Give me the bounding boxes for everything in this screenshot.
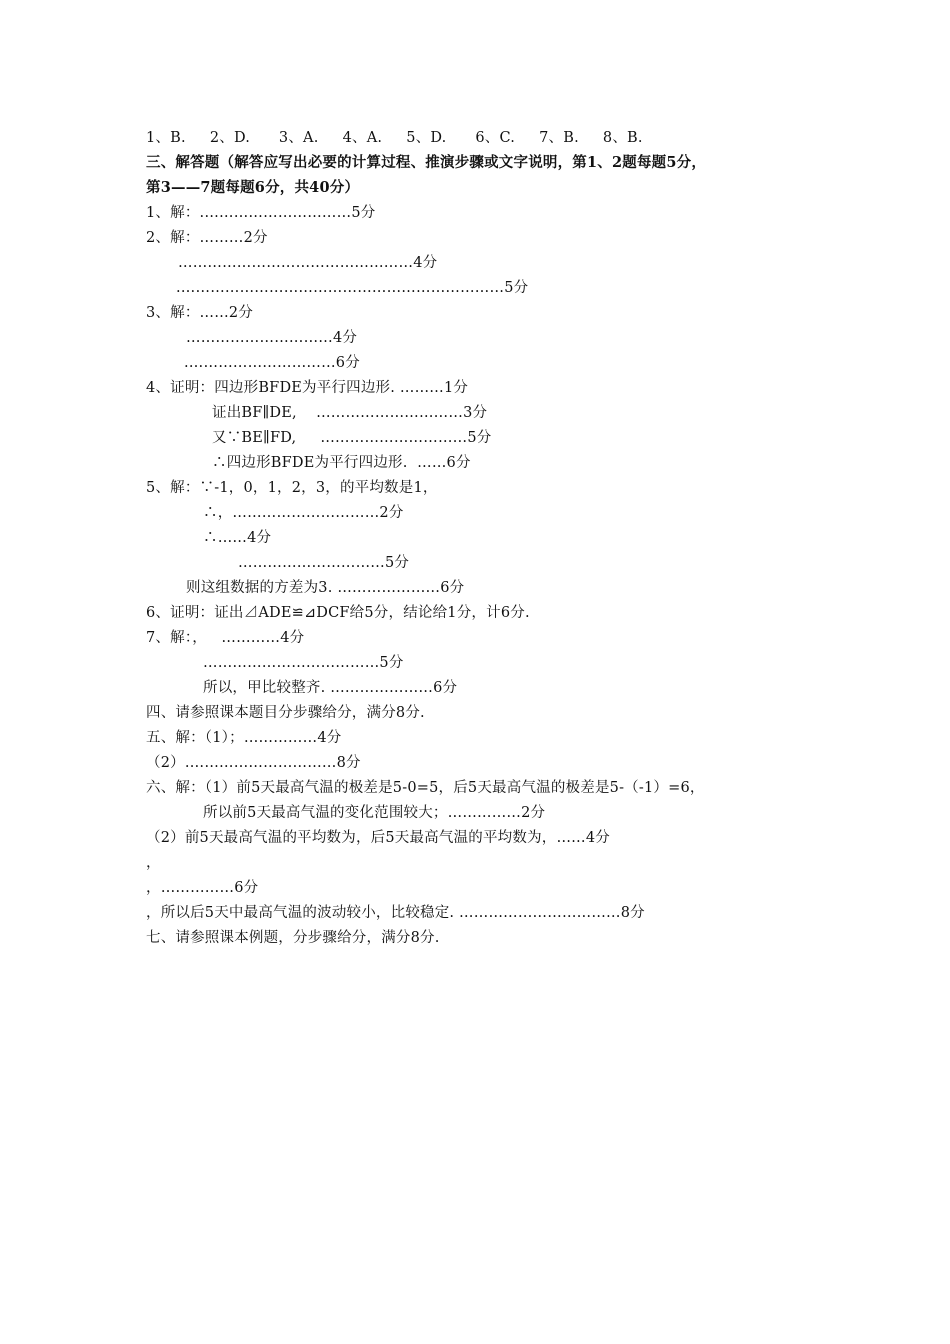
q3-line-1: 3、解：……2分 — [146, 305, 254, 321]
section7-line: 七、请参照课本例题，分步骤给分，满分8分. — [146, 930, 440, 946]
q4-line-3: 又∵BE∥FD, …………………………5分 — [212, 430, 492, 446]
q7-line-2: ………………………………5分 — [203, 655, 404, 671]
section6-line-4: ， — [146, 855, 161, 871]
choice-answers-line: 1、B. 2、D. 3、A. 4、A. 5、D. 6、C. 7、B. 8、B. — [146, 130, 643, 146]
q5-line-2: ∴，…………………………2分 — [203, 505, 404, 521]
q4-line-2: 证出BF∥DE, …………………………3分 — [212, 405, 488, 421]
section6-line-3: （2）前5天最高气温的平均数为，后5天最高气温的平均数为，……4分 — [146, 830, 610, 846]
section3-heading-line1: 三、解答题（解答应写出必要的计算过程、推演步骤或文字说明，第1、2题每题5分， — [146, 154, 707, 171]
q2-line-1: 2、解：………2分 — [146, 230, 268, 246]
q5-line-1: 5、解：∵-1，0，1，2，3，的平均数是1， — [146, 480, 438, 496]
section6-line-1: 六、解：（1）前5天最高气温的极差是5-0=5，后5天最高气温的极差是5-（-1）=6， — [146, 780, 705, 796]
q7-line-3: 所以，甲比较整齐. …………………6分 — [203, 680, 458, 696]
q3-line-3: .…………………………6分 — [184, 355, 360, 371]
section5-line-2: （2）.…………………………8分 — [146, 755, 361, 771]
q7-line-1: 7、解：， …………4分 — [146, 630, 305, 646]
q6-line: 6、证明：证出⊿ADE≌⊿DCF给5分，结论给1分，计6分. — [146, 605, 530, 621]
section3-heading-line2: 第3——7题每题6分，共40分） — [146, 179, 360, 196]
section6-line-6: ，所以后5天中最高气温的波动较小，比较稳定. ……………………………8分 — [146, 905, 645, 921]
q5-line-3: ∴……4分 — [203, 530, 272, 546]
section5-line-1: 五、解：（1）；……………4分 — [146, 730, 342, 746]
q2-line-2: …………………………………………4分 — [178, 255, 438, 271]
section6-line-5: ，……………6分 — [146, 880, 259, 896]
q2-line-3: .…………………………………………………………5分 — [176, 280, 529, 296]
q3-line-2: …………………………4分 — [186, 330, 358, 346]
q1-line: 1、解：.…………………………5分 — [146, 205, 376, 221]
q5-line-5: 则这组数据的方差为3. …………………6分 — [186, 580, 465, 596]
q4-line-1: 4、证明：四边形BFDE为平行四边形. ………1分 — [146, 380, 469, 396]
section4-line: 四、请参照课本题目分步骤给分，满分8分. — [146, 705, 425, 721]
section6-line-2: 所以前5天最高气温的变化范围较大；……………2分 — [203, 805, 546, 821]
q5-line-4: …………………………5分 — [238, 555, 410, 571]
q4-line-4: ∴四边形BFDE为平行四边形. ……6分 — [212, 455, 471, 471]
